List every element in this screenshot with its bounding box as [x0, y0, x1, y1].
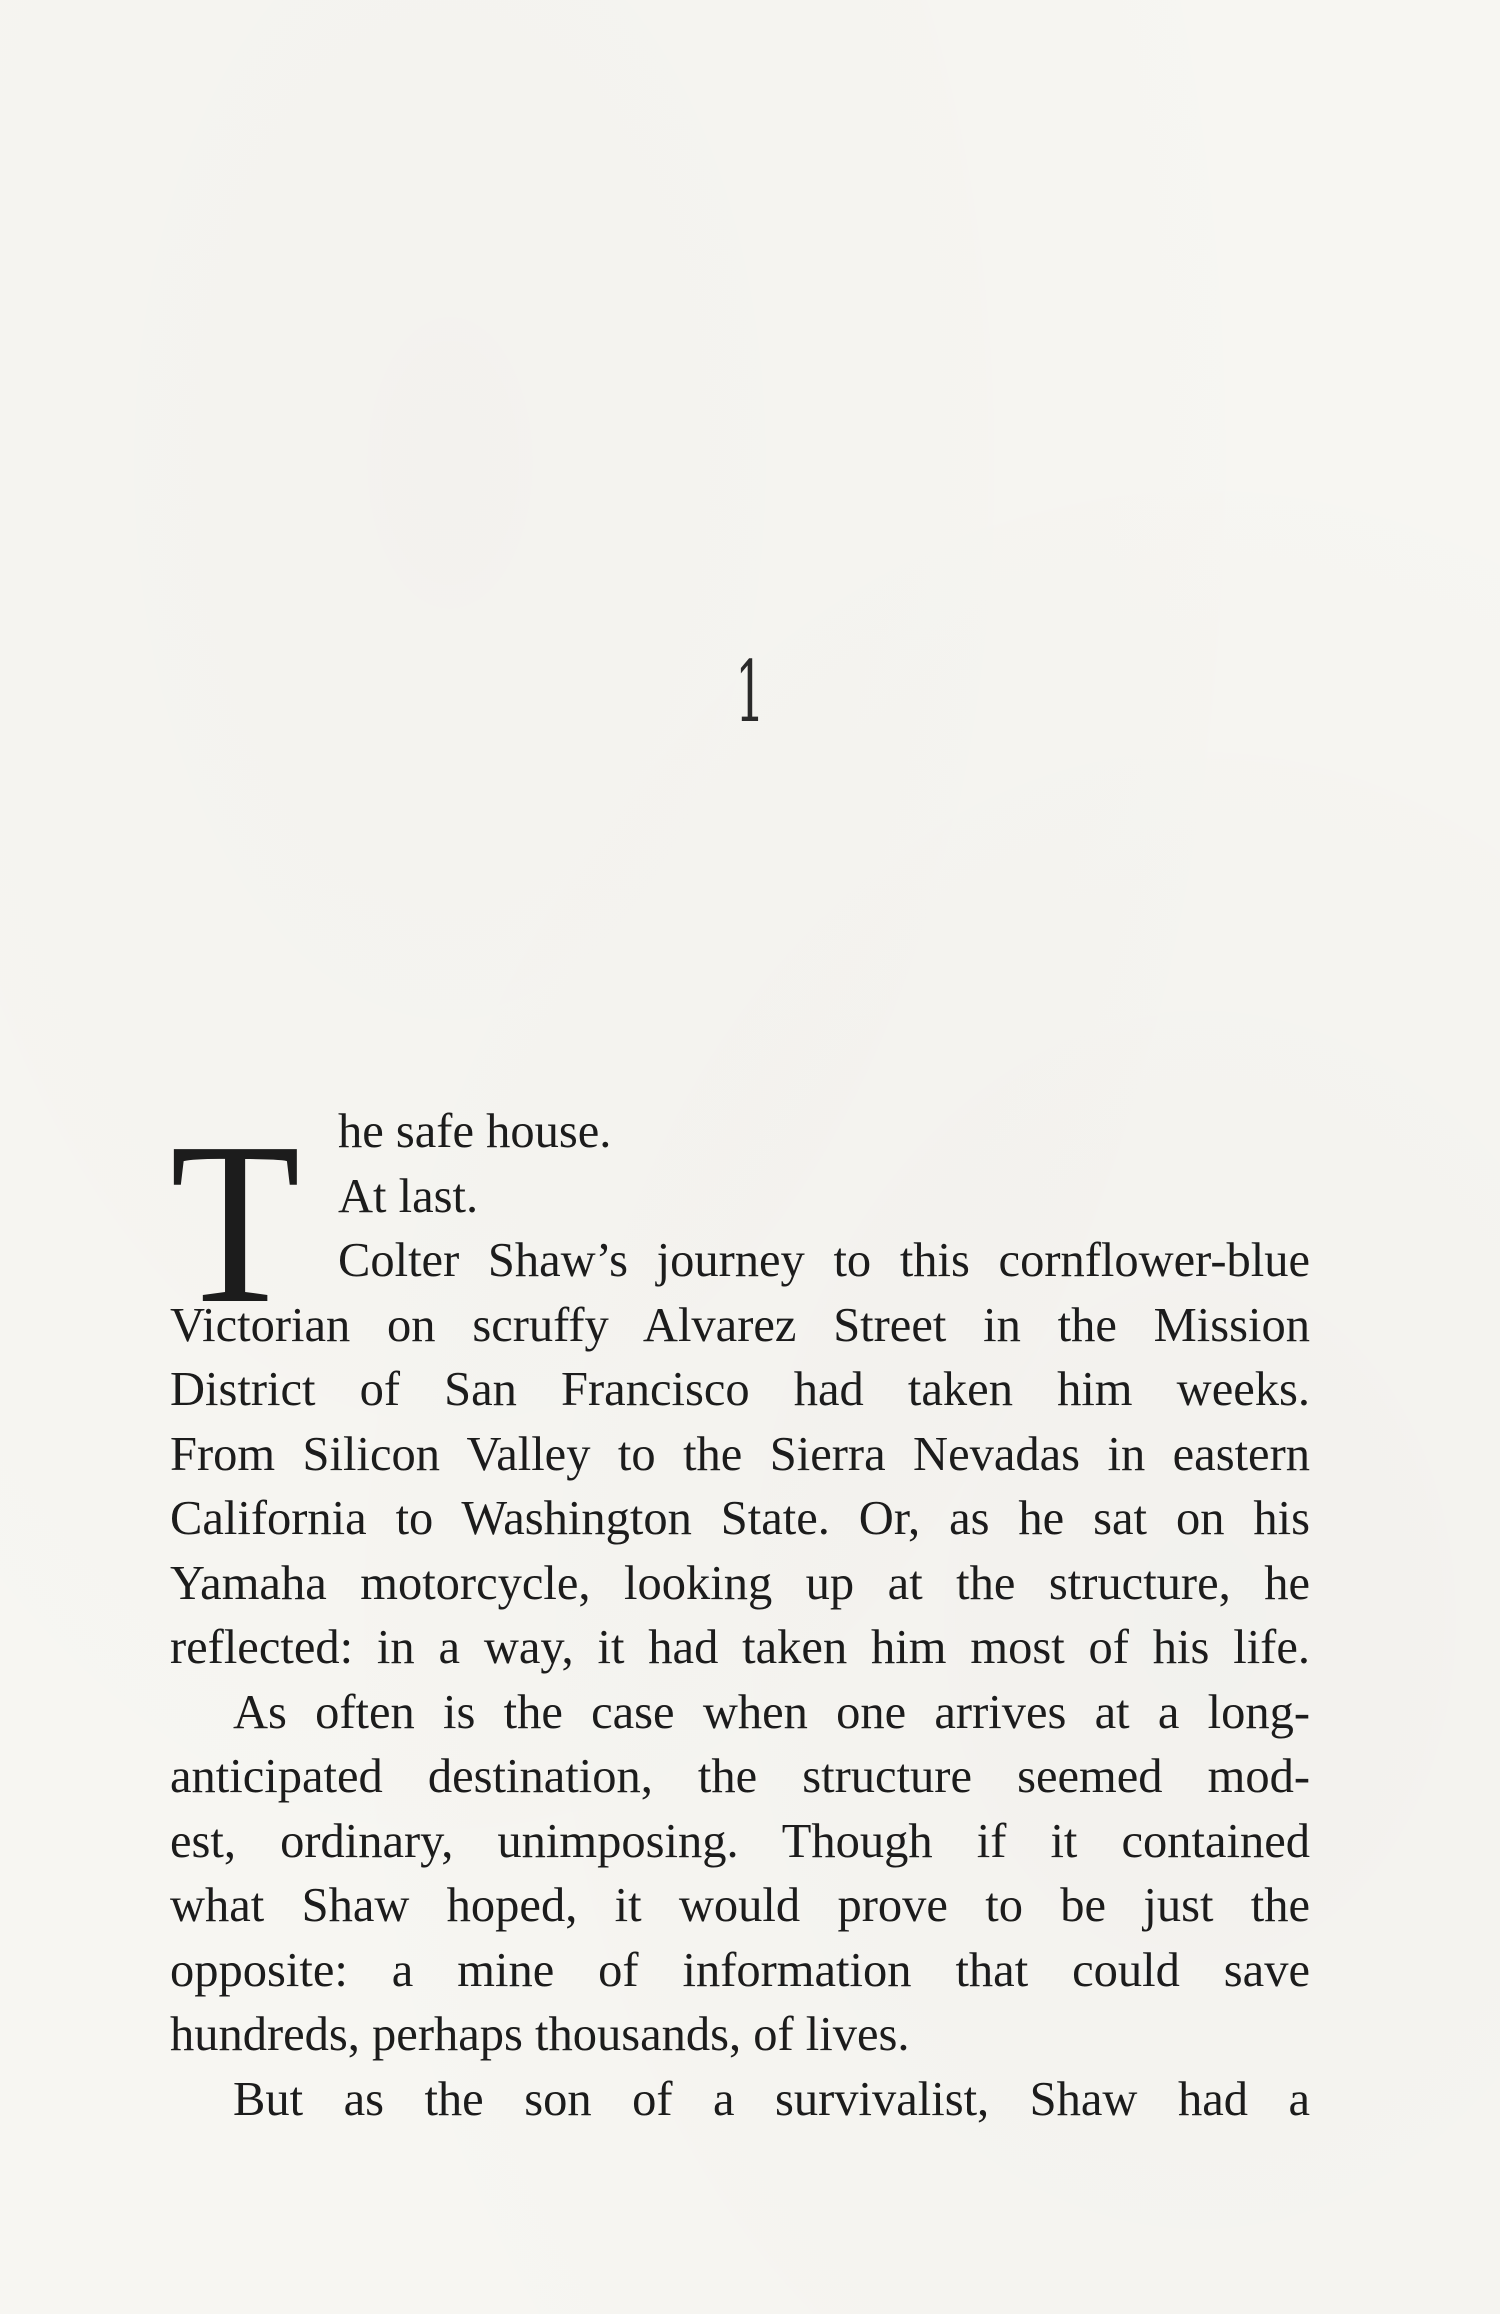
- text-line: he safe house.: [338, 1105, 612, 1158]
- drop-cap: T: [170, 1095, 301, 1352]
- text-line: As often is the case when one arrives at a long-: [233, 1685, 1310, 1739]
- text-line: what Shaw hoped, it would prove to be just the: [170, 1879, 1310, 1932]
- text-line: District of San Francisco had taken him weeks.: [170, 1363, 1310, 1416]
- text-line: But as the son of a survivalist, Shaw had a: [233, 2072, 1310, 2126]
- chapter-number: 1: [735, 643, 765, 741]
- chapter-body-text: [170, 1095, 1310, 2132]
- text-line: From Silicon Valley to the Sierra Nevadas in eastern: [170, 1427, 1310, 1481]
- text-line: est, ordinary, unimposing. Though if it contained: [170, 1814, 1310, 1868]
- text-line: Yamaha motorcycle, looking up at the structure, he: [170, 1556, 1310, 1610]
- text-line: Victorian on scruffy Alvarez Street in the Mission: [170, 1298, 1310, 1352]
- text-line: hundreds, perhaps thousands, of lives.: [170, 2008, 910, 2061]
- text-line: Colter Shaw’s journey to this cornflower-blue: [338, 1234, 1310, 1287]
- text-line: opposite: a mine of information that could save: [170, 1943, 1310, 1997]
- text-line: reflected: in a way, it had taken him most of his life.: [170, 1621, 1310, 1674]
- text-line: California to Washington State. Or, as he sat on his: [170, 1492, 1310, 1545]
- text-line: At last.: [338, 1169, 479, 1223]
- text-line: anticipated destination, the structure seemed mod-: [170, 1750, 1310, 1803]
